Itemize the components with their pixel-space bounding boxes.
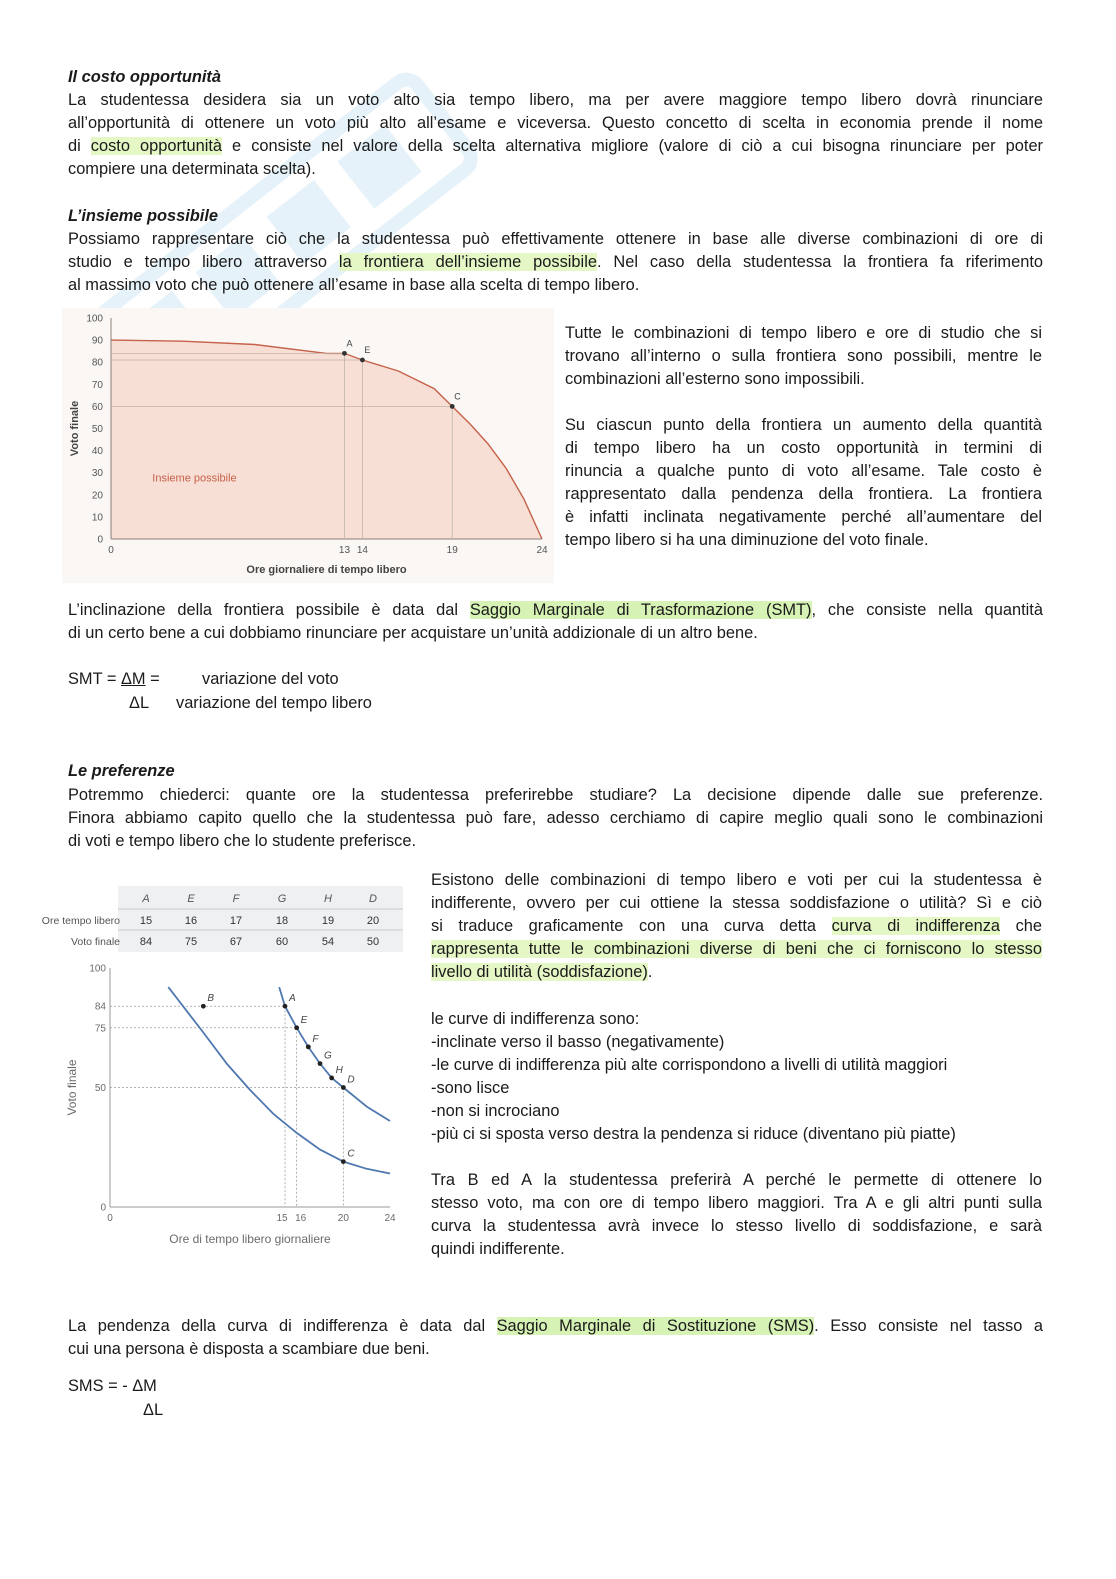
- highlight-sms: Saggio Marginale di Sostituzione (SMS): [496, 1317, 815, 1335]
- point-d: [341, 1085, 346, 1090]
- point-b: [201, 1004, 206, 1009]
- heading-insieme-possibile: L’insieme possibile: [68, 207, 218, 225]
- x-tick-label: 0: [107, 1213, 113, 1224]
- text-fragment: . Nel caso della studentessa la frontiera fa riferimento: [596, 253, 1043, 271]
- point-h: [329, 1076, 334, 1081]
- y-tick-label: 10: [91, 512, 103, 524]
- text-line: Possiamo rappresentare ciò che la studentessa può effettivamente ottenere in base alle diverse combinazioni di ore di: [68, 230, 1043, 248]
- point-label-c: C: [347, 1148, 355, 1160]
- text-fragment: studio e tempo libero attraverso: [68, 253, 339, 271]
- x-axis-label: Ore giornaliere di tempo libero: [246, 564, 407, 576]
- formula-smt-numerator-text: variazione del voto: [202, 670, 339, 688]
- table-cell: 19: [321, 915, 335, 927]
- table-cell: 17: [229, 915, 243, 927]
- text-line: [68, 135, 1043, 158]
- y-tick-label: 70: [91, 379, 103, 391]
- point-e: [360, 358, 365, 363]
- text-line: combinazioni all’esterno sono impossibili.: [565, 370, 865, 388]
- point-a: [342, 351, 347, 356]
- point-label-h: H: [335, 1064, 343, 1076]
- text-line: [431, 938, 1042, 961]
- formula-smt-denominator: ΔL: [129, 694, 150, 712]
- table-cell: 84: [139, 936, 153, 948]
- point-e: [294, 1025, 299, 1030]
- x-tick-label: 24: [384, 1213, 396, 1224]
- list-title: le curve di indifferenza sono:: [431, 1010, 640, 1028]
- heading-preferenze: Le preferenze: [68, 762, 175, 780]
- paragraph-insieme-possibile: [68, 228, 1043, 297]
- y-axis-label: Voto finale: [69, 400, 81, 457]
- text-fragment: e consiste nel valore della scelta alternativa migliore (valore di ciò a cui bisogna rinunciare per poter: [222, 137, 1044, 155]
- point-f: [306, 1044, 311, 1049]
- point-label-b: B: [207, 993, 215, 1005]
- y-tick-label: 100: [86, 313, 103, 325]
- y-tick-label: 90: [91, 335, 103, 347]
- text-line: Su ciascun punto della frontiera un aumento della quantità: [565, 416, 1042, 434]
- text-line: di un certo bene a cui dobbiamo rinunciare per acquistare un’unità addizionale di un altro bene.: [68, 624, 758, 642]
- formula-equals: =: [145, 670, 160, 688]
- text-line: Tutte le combinazioni di tempo libero e ore di studio che si: [565, 324, 1042, 342]
- side-text-insieme-1: [565, 322, 1042, 391]
- text-line: rappresentato dalla pendenza della frontiera. La frontiera: [565, 485, 1042, 503]
- point-label-d: D: [347, 1074, 355, 1086]
- list-curve-indifferenza: [431, 1008, 1042, 1146]
- paragraph-costo-opportunita: [68, 89, 1043, 181]
- point-c: [450, 404, 455, 409]
- text-line: Tra B ed A la studentessa preferirà A perché le permette di ottenere lo: [431, 1171, 1042, 1189]
- table-cell: 60: [275, 936, 289, 948]
- table-header-cell: A: [142, 893, 150, 905]
- text-line: quindi indifferente.: [431, 1240, 565, 1258]
- table-cell: 16: [184, 915, 198, 927]
- text-line: Finora abbiamo capito quello che la studentessa può fare, adesso cerchiamo di capire meglio quali sono le combinazioni: [68, 809, 1043, 827]
- text-fragment: che: [1000, 917, 1042, 935]
- point-label-c: C: [454, 391, 461, 402]
- text-line: al massimo voto che può ottenere all’esame in base alla scelta di tempo libero.: [68, 276, 640, 294]
- paragraph-preferenze: [68, 784, 1043, 853]
- text-fragment: . Esso consiste nel tasso a: [814, 1317, 1043, 1335]
- text-line: indifferente, ovvero per cui ottiene la stessa soddisfazione o utilità? Sì e ciò: [431, 894, 1042, 912]
- formula-sms-denominator: ΔL: [143, 1401, 164, 1419]
- text-line: all’opportunità di ottenere un voto più alto all’esame e viceversa. Questo concetto di scelta in economia prende il nome: [68, 114, 1043, 132]
- table-cell: 18: [275, 915, 289, 927]
- point-c: [341, 1159, 346, 1164]
- text-fragment: si traduce graficamente con una curva detta: [431, 917, 832, 935]
- point-label-e: E: [364, 344, 371, 355]
- text-line: [68, 1315, 1043, 1338]
- table-cell: 54: [321, 936, 335, 948]
- x-tick-label: 19: [446, 545, 458, 556]
- indifference-chart: [28, 878, 408, 1250]
- text-line: curva la studentessa avrà invece lo stesso livello di soddisfazione, e sarà: [431, 1217, 1042, 1235]
- text-line: cui una persona è disposta a scambiare due beni.: [68, 1340, 430, 1358]
- table-row-label: Voto finale: [70, 936, 120, 948]
- list-item: -non si incrociano: [431, 1102, 560, 1120]
- x-tick-label: 15: [276, 1213, 288, 1224]
- text-line: stesso voto, ma con ore di tempo libero maggiori. Tra A e gli altri punti sulla: [431, 1194, 1042, 1212]
- x-tick-label: 16: [295, 1213, 307, 1224]
- side-text-preferenze-3: [431, 1169, 1042, 1261]
- y-tick-label: 60: [91, 401, 103, 413]
- list-item: -le curve di indifferenza più alte corrispondono a livelli di utilità maggiori: [431, 1056, 948, 1074]
- table-cell: 20: [366, 915, 380, 927]
- paragraph-sms: [68, 1315, 1043, 1361]
- list-item: -sono lisce: [431, 1079, 510, 1097]
- point-label-g: G: [324, 1050, 332, 1062]
- table-cell: 50: [366, 936, 380, 948]
- point-label-a: A: [289, 993, 296, 1005]
- text-fragment: .: [647, 963, 653, 981]
- text-line: Esistono delle combinazioni di tempo libero e voti per cui la studentessa è: [431, 871, 1042, 889]
- list-item: -più ci si sposta verso destra la pendenza si riduce (diventano più piatte): [431, 1125, 956, 1143]
- side-text-insieme-2: [565, 414, 1042, 552]
- point-label-f: F: [312, 1033, 319, 1045]
- table-cell: 75: [184, 936, 198, 948]
- x-tick-label: 24: [536, 545, 548, 556]
- text-line: [68, 599, 1043, 622]
- point-a: [283, 1004, 288, 1009]
- x-tick-label: 20: [337, 1213, 349, 1224]
- table-row-label: Ore tempo libero: [41, 915, 120, 927]
- paragraph-smt: [68, 599, 1043, 645]
- table-header-cell: H: [324, 893, 332, 905]
- formula-sms: SMS = - ΔM: [68, 1377, 157, 1395]
- formula-label: SMT =: [68, 670, 121, 688]
- text-line: Potremmo chiederci: quante ore la studentessa preferirebbe studiare? La decisione dipende dalle sue preferenze.: [68, 786, 1043, 804]
- text-line: [68, 251, 1043, 274]
- table-header-cell: G: [277, 893, 287, 905]
- text-line: compiere una determinata scelta).: [68, 160, 316, 178]
- text-fragment: , che consiste nella quantità: [811, 601, 1043, 619]
- text-line: trovano all’interno o sulla frontiera sono possibili, mentre le: [565, 347, 1042, 365]
- point-g: [318, 1061, 323, 1066]
- x-axis-label: Ore di tempo libero giornaliere: [169, 1232, 331, 1246]
- y-tick-label: 50: [91, 424, 103, 435]
- formula-smt-denominator-text: variazione del tempo libero: [176, 694, 372, 712]
- table-header-cell: F: [232, 893, 240, 905]
- list-item: -inclinate verso il basso (negativamente): [431, 1033, 725, 1051]
- table-header-cell: D: [369, 893, 377, 905]
- x-tick-label: 0: [108, 545, 114, 556]
- text-line: [431, 961, 1042, 984]
- side-text-preferenze-1: [431, 869, 1042, 984]
- indifference-curve-1: [279, 987, 390, 1121]
- heading-costo-opportunita: Il costo opportunità: [68, 68, 221, 86]
- y-tick-label: 84: [94, 1001, 106, 1013]
- point-label-e: E: [300, 1014, 308, 1026]
- text-line: di voti e tempo libero che lo studente preferisce.: [68, 832, 417, 850]
- y-axis-label: Voto finale: [65, 1059, 79, 1116]
- text-line: tempo libero si ha una diminuzione del voto finale.: [565, 531, 929, 549]
- highlight-frontiera: la frontiera dell’insieme possibile: [338, 253, 597, 271]
- point-label-a: A: [346, 338, 353, 349]
- text-line: di tempo libero ha un costo opportunità in termini di: [565, 439, 1042, 457]
- highlight-costo-opportunita: costo opportunità: [90, 137, 223, 155]
- indifference-curve-2: [168, 987, 390, 1173]
- y-tick-label: 75: [94, 1023, 106, 1035]
- highlight-curva-indifferenza: curva di indifferenza: [831, 917, 1000, 935]
- y-tick-label: 0: [100, 1202, 106, 1214]
- highlight-definizione: livello di utilità (soddisfazione): [431, 963, 648, 981]
- y-tick-label: 40: [91, 446, 103, 458]
- y-tick-label: 30: [91, 468, 103, 480]
- text-line: [431, 915, 1042, 938]
- text-fragment: di: [68, 137, 91, 155]
- y-tick-label: 20: [91, 490, 103, 502]
- table-cell: 67: [229, 936, 243, 948]
- highlight-definizione: rappresenta tutte le combinazioni diverse di beni che ci forniscono lo stesso: [431, 940, 1042, 958]
- formula-numerator: ΔM: [120, 670, 146, 688]
- text-fragment: L’inclinazione della frontiera possibile è data dal: [68, 601, 470, 619]
- frontier-chart: [62, 308, 554, 583]
- text-line: La studentessa desidera sia un voto alto sia tempo libero, ma per avere maggiore tempo libero dovrà rinunciare: [68, 91, 1043, 109]
- table-background: [118, 886, 403, 952]
- y-tick-label: 0: [97, 534, 103, 546]
- text-line: rinuncia a qualche punto di voto all’esame. Tale costo è: [565, 462, 1042, 480]
- table-cell: 15: [139, 915, 153, 927]
- x-tick-label: 14: [356, 545, 368, 556]
- x-tick-label: 13: [338, 545, 351, 556]
- region-label: Insieme possibile: [152, 472, 237, 485]
- highlight-smt: Saggio Marginale di Trasformazione (SMT): [469, 601, 812, 619]
- y-tick-label: 50: [94, 1083, 106, 1094]
- formula-smt: [68, 668, 160, 691]
- text-line: è infatti inclinata negativamente perché all’aumentare del: [565, 508, 1042, 526]
- table-header-cell: E: [187, 893, 195, 905]
- y-tick-label: 80: [91, 357, 103, 369]
- y-tick-label: 100: [89, 963, 106, 975]
- text-fragment: La pendenza della curva di indifferenza è data dal: [68, 1317, 497, 1335]
